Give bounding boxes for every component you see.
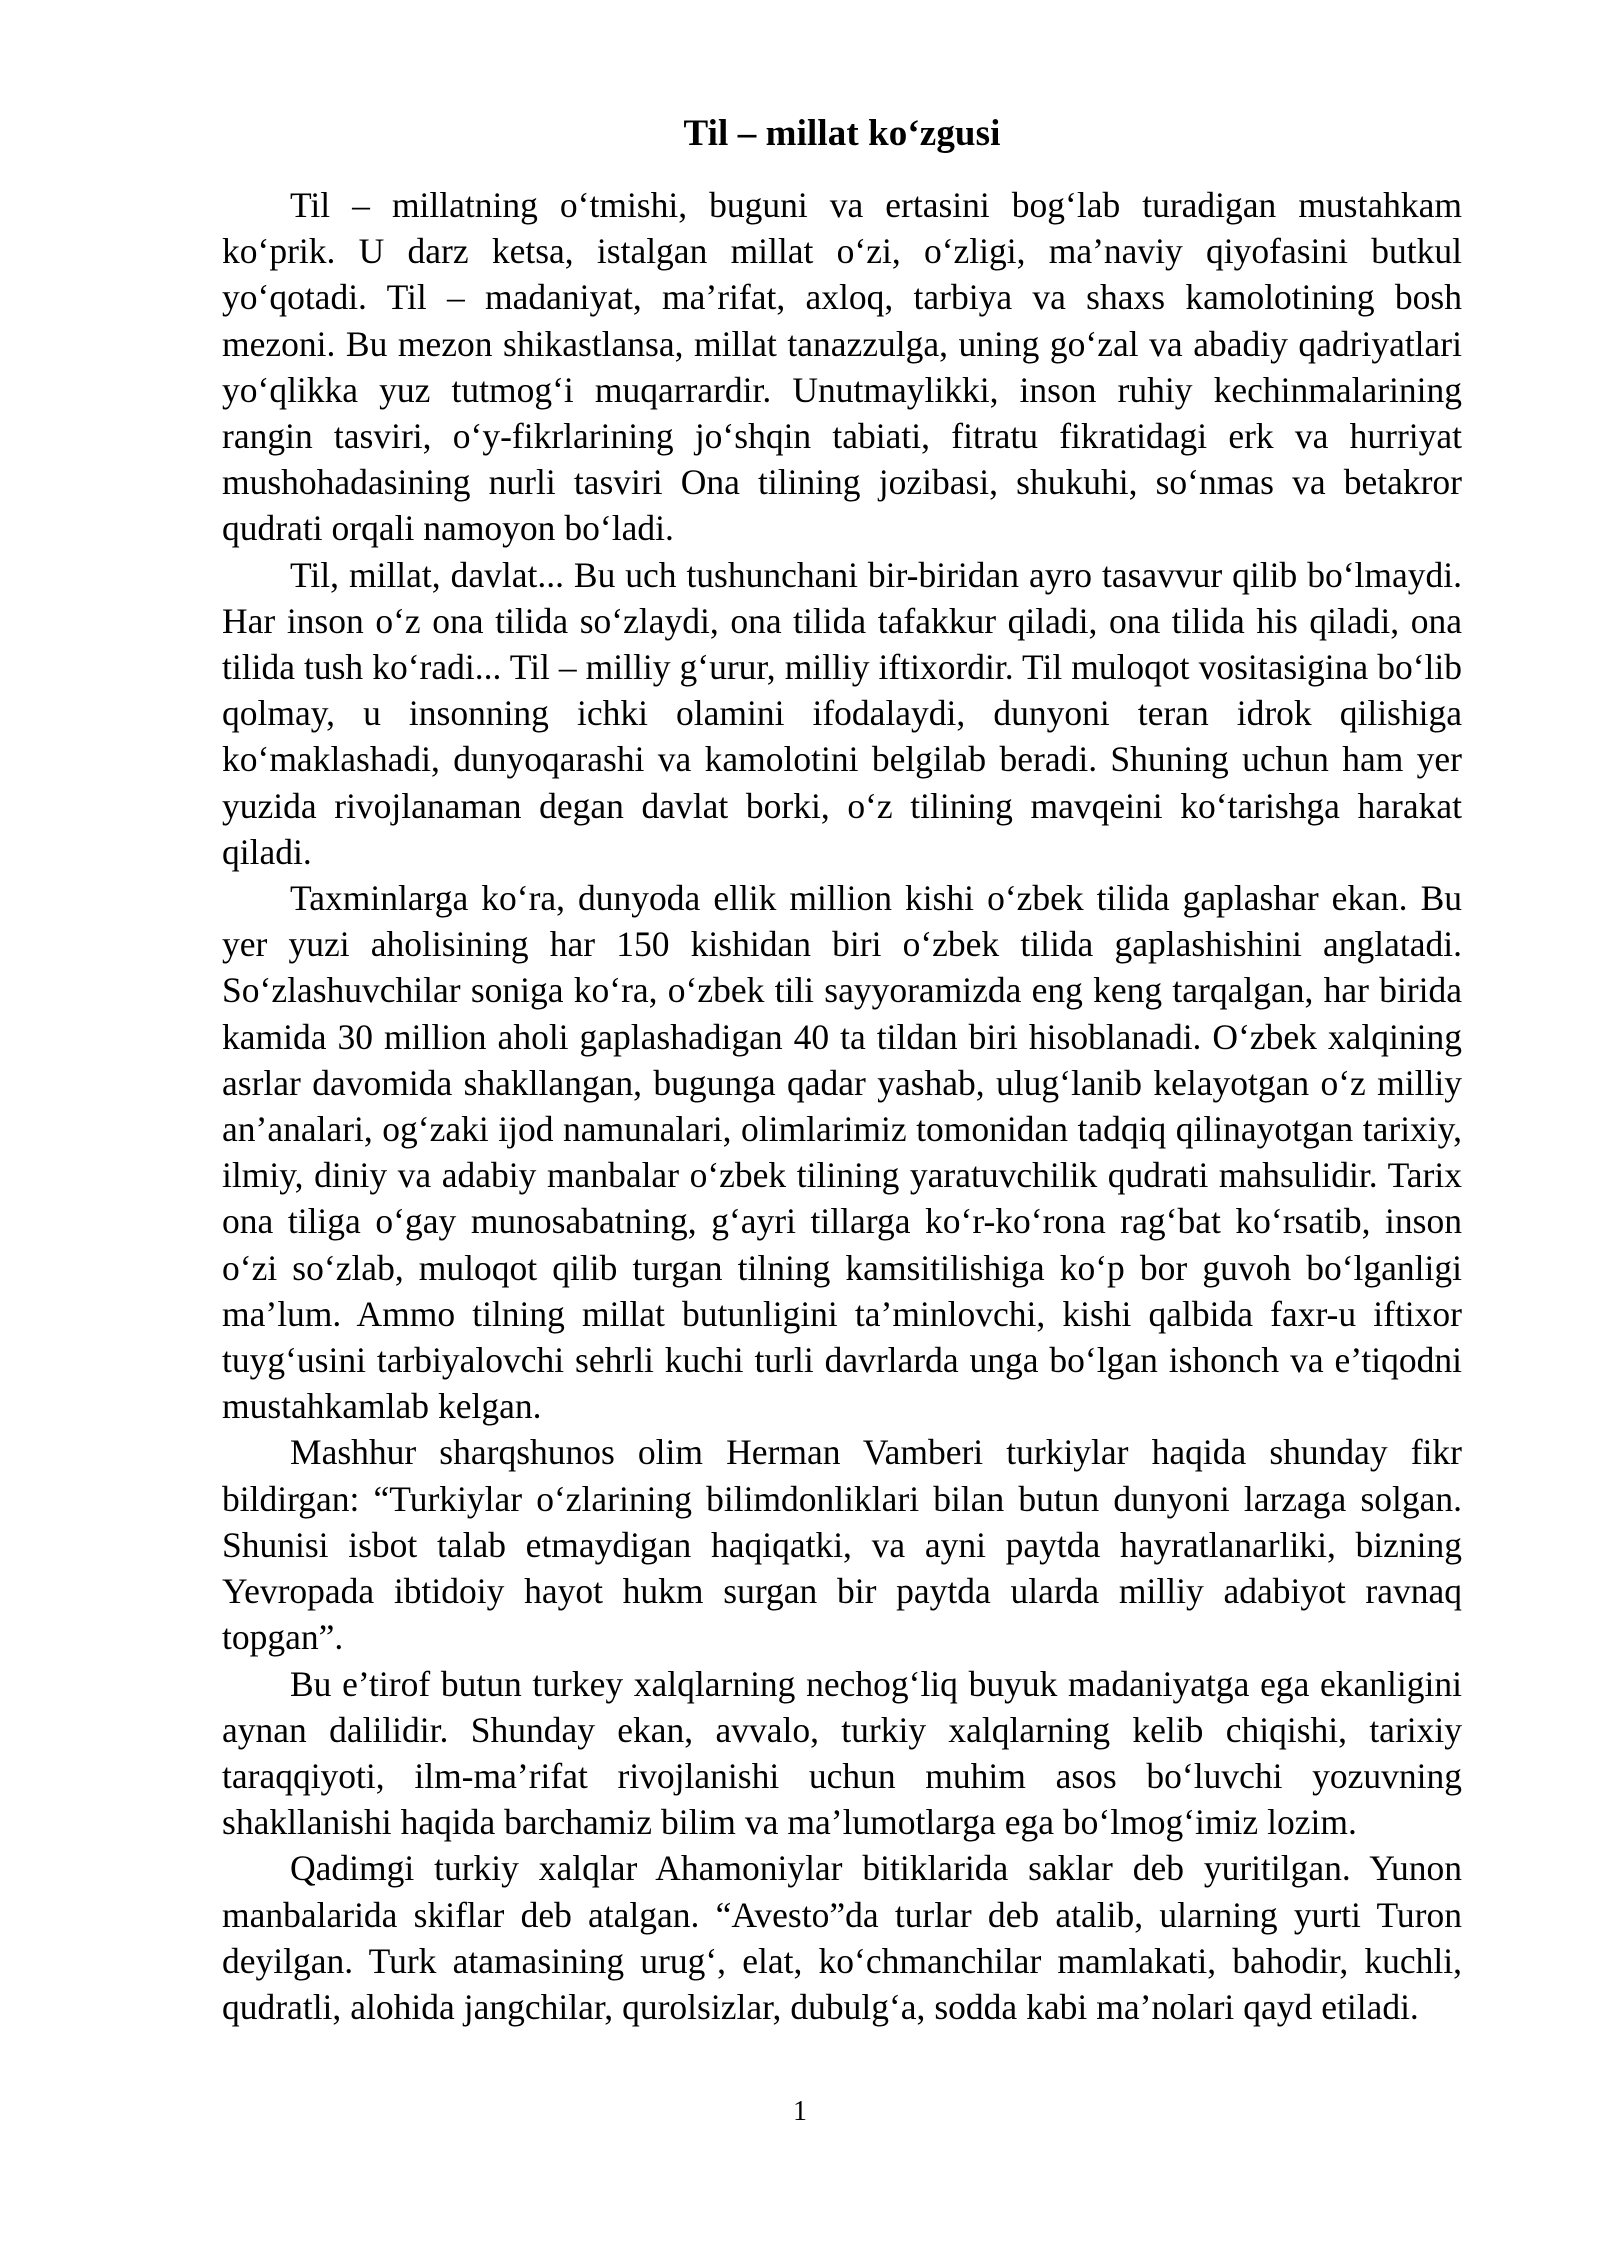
- paragraph: Bu e’tirof butun turkey xalqlarning nechog‘liq buyuk madaniyatga ega ekanligini aynan dalilidir. Shunday ekan, avvalo, turkiy xalqlarning kelib chiqishi, tarixiy taraqqiyoti, ilm-ma’rifat rivojlanishi uchun muhim asos bo‘luvchi yozuvning shakllanishi haqida barchamiz bilim va ma’lumotlarga ega bo‘lmog‘imiz lozim.: [222, 1663, 1462, 1843]
- paragraph: Mashhur sharqshunos olim Herman Vamberi turkiylar haqida shunday fikr bildirgan: “Turkiylar o‘zlarining bilimdonliklari bilan butun dunyoni larzaga solgan. Shunisi isbot talab etmaydigan haqiqatki, va ayni paytda hayratlanarliki, bizning Yevropada ibtidoiy hayot hukm surgan bir paytda ularda milliy adabiyot ravnaq topgan”.: [222, 1432, 1462, 1658]
- paragraph: Til – millatning o‘tmishi, buguni va ertasini bog‘lab turadigan mustahkam ko‘prik. U darz ketsa, istalgan millat o‘zi, o‘zligi, ma’naviy qiyofasini butkul yo‘qotadi. Til – madaniyat, ma’rifat, axloq, tarbiya va shaxs kamolotining bosh mezoni. Bu mezon shikastlansa, millat tanazzulga, uning go‘zal va abadiy qadriyatlari yo‘qlikka yuz tutmog‘i muqarrardir. Unutmaylikki, inson ruhiy kechinmalarining rangin tasviri, o‘y-fikrlarining jo‘shqin tabiati, fitratu fikratidagi erk va hurriyat mushohadasining nurli tasviri Ona tilining jozibasi, shukuhi, so‘nmas va betakror qudrati orqali namoyon bo‘ladi.: [222, 185, 1462, 549]
- page-number: 1: [793, 2096, 807, 2127]
- page-content: [222, 0, 1462, 2030]
- paragraph: Taxminlarga ko‘ra, dunyoda ellik million kishi o‘zbek tilida gaplashar ekan. Bu yer yuzi aholisining har 150 kishidan biri o‘zbek tilida gaplashishini anglatadi. So‘zlashuvchilar soniga ko‘ra, o‘zbek tili sayyoramizda eng keng tarqalgan, har birida kamida 30 million aholi gaplashadigan 40 ta tildan biri hisoblanadi. O‘zbek xalqining asrlar davomida shakllangan, bugunga qadar yashab, ulug‘lanib kelayotgan o‘z milliy an’analari, og‘zaki ijod namunalari, olimlarimiz tomonidan tadqiq qilinayotgan tarixiy, ilmiy, diniy va adabiy manbalar o‘zbek tilining yaratuvchilik qudrati mahsulidir. Tarix ona tiliga o‘gay munosabatning, g‘ayri tillarga ko‘r-ko‘rona rag‘bat ko‘rsatib, inson o‘zi so‘zlab, muloqot qilib turgan tilning kamsitilishiga ko‘p bor guvoh bo‘lganligi ma’lum. Ammo tilning millat butunligini ta’minlovchi, kishi qalbida faxr-u iftixor tuyg‘usini tarbiyalovchi sehrli kuchi turli davrlarda unga bo‘lgan ishonch va e’tiqodni mustahkamlab kelgan.: [222, 878, 1462, 1427]
- paragraph: Til, millat, davlat... Bu uch tushunchani bir-biridan ayro tasavvur qilib bo‘lmaydi. Har inson o‘z ona tilida so‘zlaydi, ona tilida tafakkur qiladi, ona tilida his qiladi, ona tilida tush ko‘radi... Til – milliy g‘urur, milliy iftixordir. Til muloqot vositasigina bo‘lib qolmay, u insonning ichki olamini ifodalaydi, dunyoni teran idrok qilishiga ko‘maklashadi, dunyoqarashi va kamolotini belgilab beradi. Shuning uchun ham yer yuzida rivojlanaman degan davlat borki, o‘z tilining mavqeini ko‘tarishga harakat qiladi.: [222, 554, 1462, 872]
- document-body: [222, 182, 1462, 2030]
- page-title: Til – millat ko‘zgusi: [683, 113, 1001, 154]
- paragraph: Qadimgi turkiy xalqlar Ahamoniylar bitiklarida saklar deb yuritilgan. Yunon manbalarida skiflar deb atalgan. “Avesto”da turlar deb atalib, ularning yurti Turon deyilgan. Turk atamasining urug‘, elat, ko‘chmanchilar mamlakati, bahodir, kuchli, qudratli, alohida jangchilar, qurolsizlar, dubulg‘a, sodda kabi ma’nolari qayd etiladi.: [222, 1848, 1462, 2027]
